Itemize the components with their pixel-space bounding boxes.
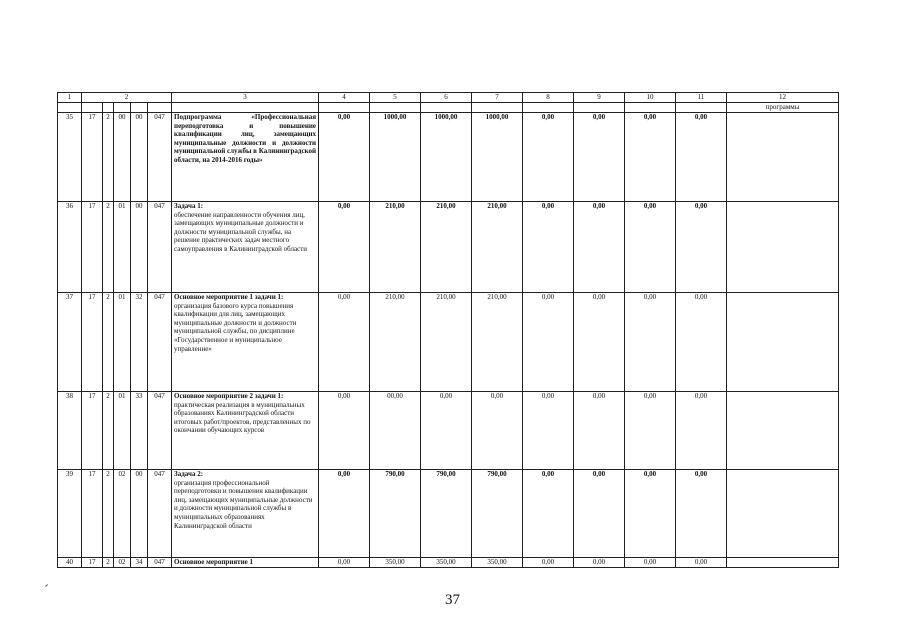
value-cell: 0,00: [625, 293, 676, 392]
table-row: [58, 293, 839, 392]
value-cell: 0,00: [574, 202, 625, 293]
item-description: [172, 293, 319, 392]
code-cell: 2: [103, 470, 114, 558]
item-description: [172, 558, 319, 568]
header-cell-10: 10: [625, 93, 676, 103]
value-cell: 0,00: [319, 392, 370, 470]
value-cell: 0,00: [574, 470, 625, 558]
header-cell-8: 8: [523, 93, 574, 103]
row-number: 36: [58, 202, 82, 293]
header-cell-4: 4: [319, 93, 370, 103]
item-description: [172, 113, 319, 202]
item-title: Основное мероприятие 2 задачи 1:: [174, 392, 284, 400]
item-description: [172, 470, 319, 558]
code-cell: 17: [82, 392, 103, 470]
item-title: Задача 1:: [174, 202, 204, 210]
value-cell: 0,00: [676, 470, 727, 558]
item-title: Задача 2:: [174, 470, 204, 478]
value-cell: 0,00: [625, 392, 676, 470]
table-row: [58, 113, 839, 202]
table-row: [58, 392, 839, 470]
item-description: [172, 202, 319, 293]
value-cell: 0,00: [421, 392, 472, 470]
item-title: Подпрограмма «Профессиональная переподготовка и повышение квалификации лиц, замещающих муниципальные должности и должности муниципальной службы в Калининградской области, на 2014-2016 годы»: [174, 113, 317, 164]
header-cell-6: 6: [421, 93, 472, 103]
value-cell: 0,00: [319, 113, 370, 202]
value-cell: 210,00: [472, 202, 523, 293]
code-cell: 17: [82, 558, 103, 568]
code-cell: 00: [131, 113, 148, 202]
code-cell: 02: [114, 470, 131, 558]
value-cell: 00,00: [370, 392, 421, 470]
continuation-row: [58, 103, 839, 113]
scan-mark: [45, 584, 48, 587]
value-cell: 790,00: [421, 470, 472, 558]
header-cell-11: 11: [676, 93, 727, 103]
header-row: [58, 93, 839, 103]
page-number: 37: [445, 592, 460, 608]
value-cell: 0,00: [676, 558, 727, 568]
code-cell: 047: [148, 392, 172, 470]
value-cell: 0,00: [625, 470, 676, 558]
code-cell: 00: [114, 113, 131, 202]
row-number: 40: [58, 558, 82, 568]
value-cell: 0,00: [625, 113, 676, 202]
budget-table: [57, 92, 839, 568]
value-cell: 1000,00: [421, 113, 472, 202]
value-cell: 210,00: [472, 293, 523, 392]
value-cell: 210,00: [370, 202, 421, 293]
code-cell: 2: [103, 113, 114, 202]
header-cell-2: 2: [82, 93, 172, 103]
code-cell: 2: [103, 558, 114, 568]
value-cell: 210,00: [421, 202, 472, 293]
value-cell: 0,00: [625, 202, 676, 293]
code-cell: 17: [82, 113, 103, 202]
value-cell: 0,00: [574, 113, 625, 202]
code-cell: 047: [148, 113, 172, 202]
item-title: Основное мероприятие 1: [174, 558, 253, 566]
value-cell: 0,00: [676, 392, 727, 470]
value-cell: 350,00: [370, 558, 421, 568]
code-cell: 17: [82, 470, 103, 558]
item-subtitle: организация базового курса повышения квалификации для лиц, замещающих муниципальные должности и должности муниципальной службы, по дисциплине «Государственное и муниципальное управление»: [174, 301, 297, 353]
table-row: [58, 202, 839, 293]
code-cell: 047: [148, 202, 172, 293]
value-cell: 0,00: [574, 558, 625, 568]
code-cell: 32: [131, 293, 148, 392]
value-cell: 0,00: [523, 293, 574, 392]
code-cell: 33: [131, 392, 148, 470]
code-cell: 34: [131, 558, 148, 568]
item-subtitle: практическая реализация в муниципальных образованиях Калининградской области итоговых работ/проектов, представленных по окончании обучающих курсов: [174, 400, 311, 435]
code-cell: 01: [114, 202, 131, 293]
value-cell: 0,00: [319, 293, 370, 392]
item-description: [172, 392, 319, 470]
value-cell: 790,00: [472, 470, 523, 558]
code-cell: 01: [114, 392, 131, 470]
value-cell: 0,00: [574, 392, 625, 470]
value-cell: 0,00: [319, 470, 370, 558]
value-cell: 0,00: [472, 392, 523, 470]
code-cell: 02: [114, 558, 131, 568]
item-title: Основное мероприятие 1 задачи 1:: [174, 293, 284, 301]
value-cell: 0,00: [523, 113, 574, 202]
code-cell: 047: [148, 558, 172, 568]
code-cell: 01: [114, 293, 131, 392]
item-subtitle: организация профессиональной переподготовки и повышения квалификации лиц, замещающих муниципальные должности и должности муниципальной службы в муниципальных образованиях Калининградской области: [174, 478, 313, 530]
value-cell: 0,00: [676, 293, 727, 392]
value-cell: 350,00: [421, 558, 472, 568]
value-cell: 0,00: [319, 202, 370, 293]
header-cell-12: 12: [727, 93, 839, 103]
code-cell: 00: [131, 470, 148, 558]
code-cell: 17: [82, 202, 103, 293]
continuation-text: программы: [727, 103, 839, 113]
code-cell: 047: [148, 470, 172, 558]
header-cell-5: 5: [370, 93, 421, 103]
code-cell: 2: [103, 293, 114, 392]
value-cell: 0,00: [523, 392, 574, 470]
value-cell: 210,00: [370, 293, 421, 392]
code-cell: 047: [148, 293, 172, 392]
code-cell: 2: [103, 202, 114, 293]
row-number: 38: [58, 392, 82, 470]
value-cell: 0,00: [523, 202, 574, 293]
value-cell: 350,00: [472, 558, 523, 568]
value-cell: 0,00: [625, 558, 676, 568]
value-cell: 0,00: [319, 558, 370, 568]
value-cell: 210,00: [421, 293, 472, 392]
value-cell: 0,00: [676, 202, 727, 293]
value-cell: 0,00: [574, 293, 625, 392]
header-cell-9: 9: [574, 93, 625, 103]
code-cell: 17: [82, 293, 103, 392]
value-cell: 1000,00: [472, 113, 523, 202]
row-number: 35: [58, 113, 82, 202]
table-row: [58, 470, 839, 558]
value-cell: 0,00: [676, 113, 727, 202]
code-cell: 2: [103, 392, 114, 470]
row-number: 37: [58, 293, 82, 392]
header-cell-7: 7: [472, 93, 523, 103]
header-cell-1: 1: [58, 93, 82, 103]
value-cell: 0,00: [523, 558, 574, 568]
value-cell: 790,00: [370, 470, 421, 558]
code-cell: 00: [131, 202, 148, 293]
item-subtitle: обеспечение направленности обучения лиц, замещающих муниципальные должности и должности муниципальной службы, на решение практических задач местного самоуправления в Калининградской области: [174, 210, 308, 253]
table-row: [58, 558, 839, 568]
value-cell: 1000,00: [370, 113, 421, 202]
row-number: 39: [58, 470, 82, 558]
header-cell-3: 3: [172, 93, 319, 103]
value-cell: 0,00: [523, 470, 574, 558]
